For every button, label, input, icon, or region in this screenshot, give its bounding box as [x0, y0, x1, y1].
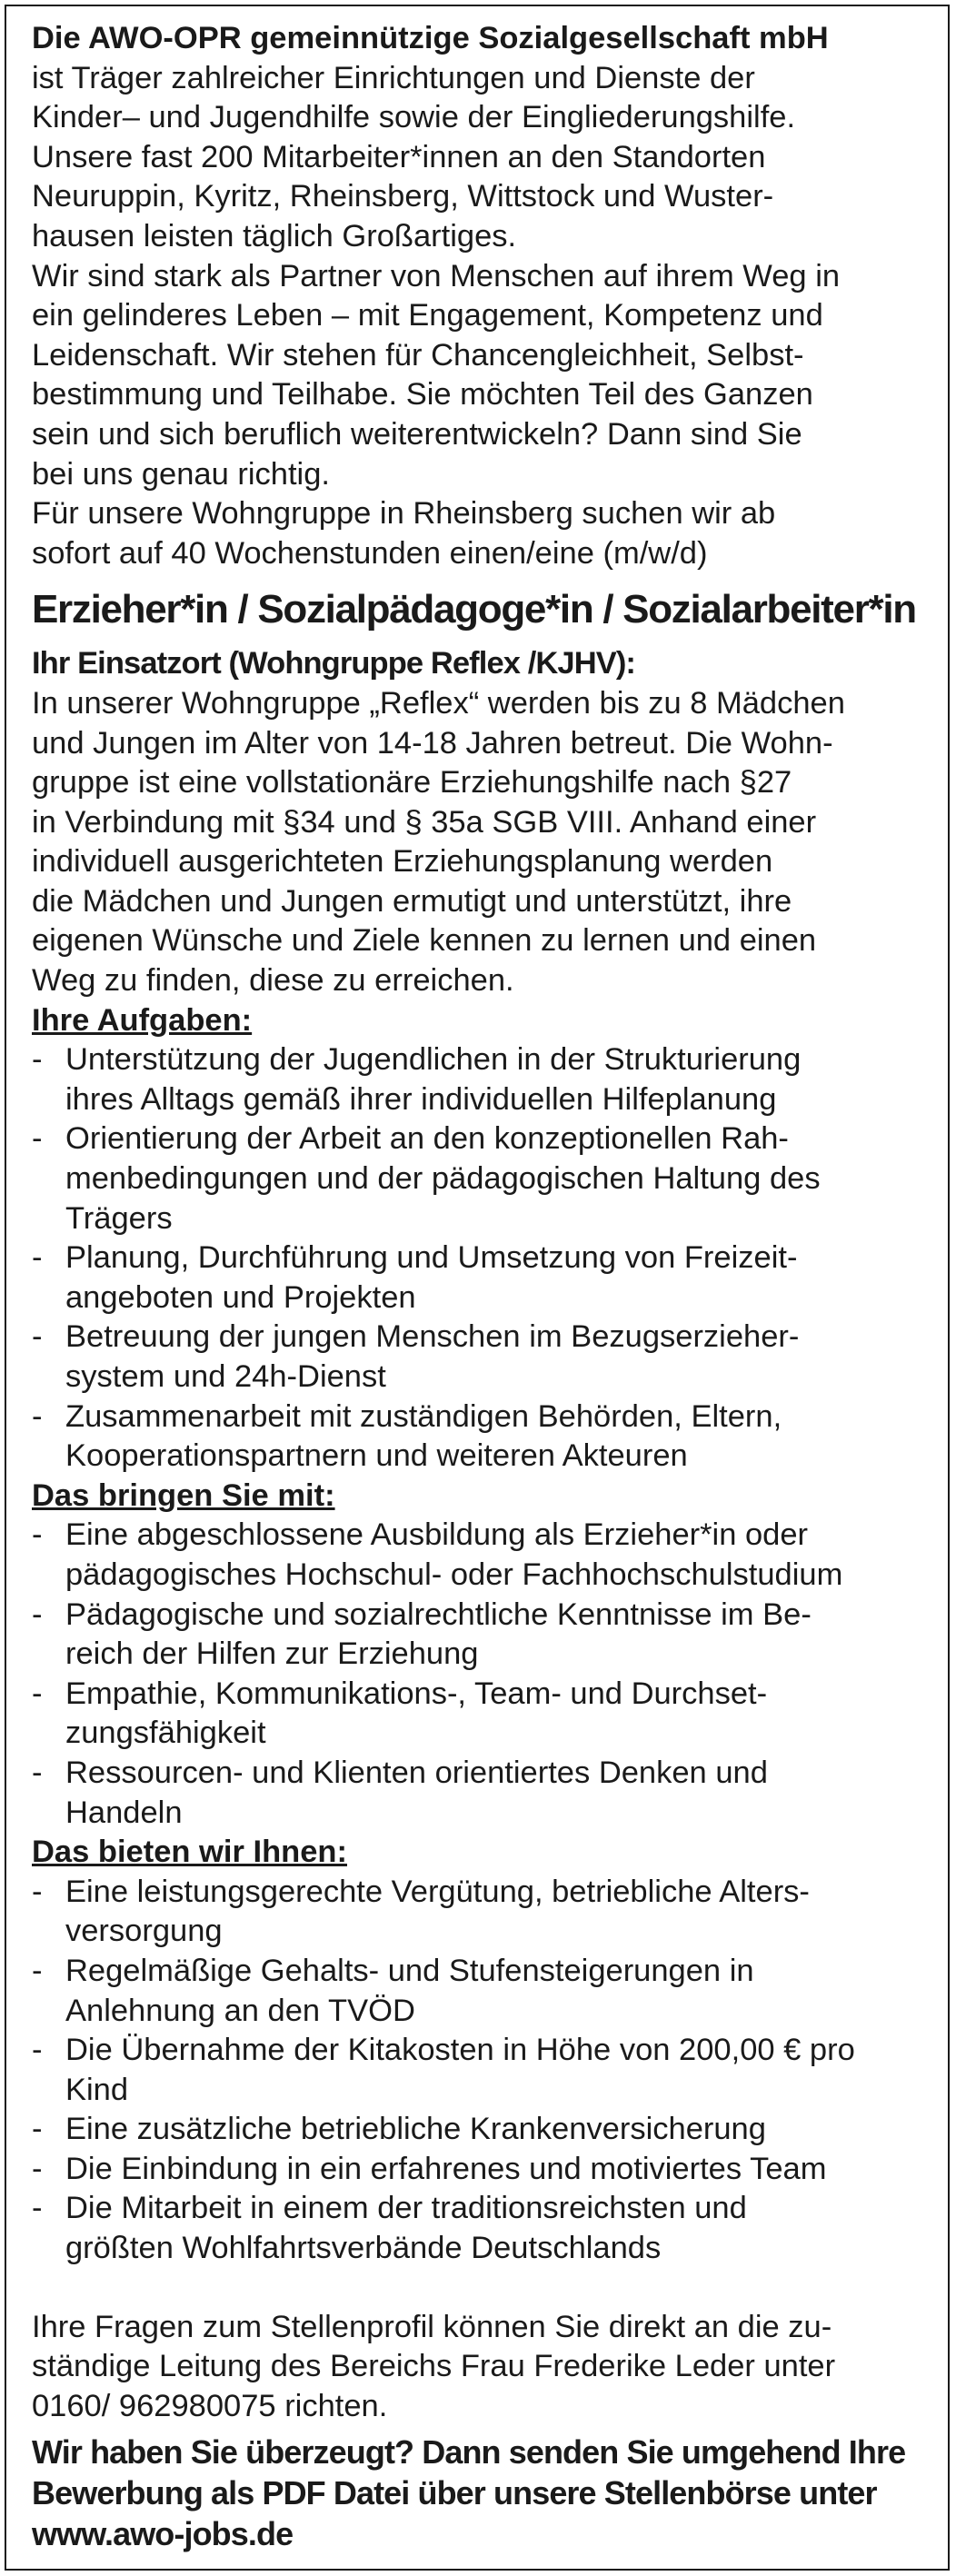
list-item [32, 1238, 931, 1318]
list-item-line: Pädagogische und sozialrechtliche Kenntnisse im Be- [65, 1596, 812, 1632]
einsatzort-line: In unserer Wohngruppe „Reflex“ werden bis zu 8 Mädchen [32, 685, 845, 721]
intro-line: Unsere fast 200 Mitarbeiter*innen an den Standorten [32, 139, 766, 174]
list-item [32, 1754, 931, 1833]
aufgaben-heading: Ihre Aufgaben: [32, 1002, 253, 1038]
list-item [32, 1516, 931, 1595]
list-item-line: Eine abgeschlossene Ausbildung als Erzieher*in oder [65, 1517, 809, 1553]
list-item [32, 1318, 931, 1397]
bullet-dash: - [32, 1121, 43, 1157]
list-item [32, 1397, 931, 1477]
list-item-line: größten Wohlfahrtsverbände Deutschlands [65, 2231, 662, 2266]
list-item-line: pädagogisches Hochschul- oder Fachhochschulstudium [65, 1557, 843, 1592]
list-item-line: zungsfähigkeit [65, 1716, 266, 1751]
list-item-line: Ressourcen- und Klienten orientiertes Denken und [65, 1755, 768, 1790]
website-link[interactable]: www.awo-jobs.de [32, 2515, 294, 2553]
spacer [32, 2269, 931, 2308]
einsatzort-line: die Mädchen und Jungen ermutigt und unterstützt, ihre [32, 883, 792, 919]
aufgaben-list [32, 1040, 931, 1477]
job-title: Erzieher*in / Sozialpädagoge*in / Sozialarbeiter*in [32, 587, 916, 632]
list-item-line: Handeln [65, 1795, 183, 1830]
einsatzort-line: in Verbindung mit §34 und § 35a SGB VIII. Anhand einer [32, 804, 817, 840]
bieten-heading: Das bieten wir Ihnen: [32, 1835, 347, 1870]
intro-line: Kinder– und Jugendhilfe sowie der Eingliederungshilfe. [32, 100, 796, 135]
bullet-dash: - [32, 1755, 43, 1790]
bullet-dash: - [32, 1517, 43, 1553]
mitbringen-heading: Das bringen Sie mit: [32, 1477, 335, 1513]
einsatzort-line: gruppe ist eine vollstationäre Erziehungshilfe nach §27 [32, 765, 792, 801]
list-item-line: Die Übernahme der Kitakosten in Höhe von 200,00 € pro [65, 2033, 855, 2068]
list-item-line: Kooperationspartnern und weiteren Akteuren [65, 1438, 688, 1474]
mitbringen-list [32, 1516, 931, 1833]
list-item-line: Planung, Durchführung und Umsetzung von Freizeit- [65, 1240, 798, 1276]
list-item [32, 1675, 931, 1754]
list-item-line: Eine leistungsgerechte Vergütung, betriebliche Alters- [65, 1874, 810, 1909]
list-item-line: versorgung [65, 1914, 223, 1949]
intro-line: hausen leisten täglich Großartiges. [32, 218, 517, 254]
intro-line: sofort auf 40 Wochenstunden einen/eine (m/w/d) [32, 535, 708, 571]
closing-line: Wir haben Sie überzeugt? Dann senden Sie umgehend Ihre [32, 2433, 906, 2472]
list-item-line: Anlehnung an den TVÖD [65, 1993, 415, 2028]
company-name: Die AWO-OPR gemeinnützige Sozialgesellschaft mbH [32, 21, 829, 55]
bieten-list [32, 1873, 931, 2269]
list-item-line: Zusammenarbeit mit zuständigen Behörden, Eltern, [65, 1398, 782, 1434]
bullet-dash: - [32, 1240, 43, 1276]
intro-line: bei uns genau richtig. [32, 456, 330, 492]
job-ad-frame [5, 5, 950, 2571]
list-item-line: Orientierung der Arbeit an den konzeptionellen Rah- [65, 1121, 789, 1157]
bullet-dash: - [32, 2112, 43, 2147]
bullet-dash: - [32, 2191, 43, 2226]
bullet-dash: - [32, 1398, 43, 1434]
bullet-dash: - [32, 2151, 43, 2186]
bullet-dash: - [32, 1953, 43, 1988]
intro-line: bestimmung und Teilhabe. Sie möchten Teil des Ganzen [32, 377, 813, 413]
list-item [32, 1596, 931, 1675]
list-item [32, 2150, 931, 2190]
einsatzort-line: Weg zu finden, diese zu erreichen. [32, 963, 514, 999]
list-item-line: system und 24h-Dienst [65, 1359, 386, 1394]
contact-line: Ihre Fragen zum Stellenprofil können Sie direkt an die zu- [32, 2309, 832, 2344]
bullet-dash: - [32, 1319, 43, 1355]
intro-line: Wir sind stark als Partner von Menschen auf ihrem Weg in [32, 258, 841, 293]
list-item-line: Trägers [65, 1200, 173, 1236]
list-item-line: Kind [65, 2072, 129, 2107]
bullet-dash: - [32, 1676, 43, 1711]
closing-text [32, 2432, 931, 2554]
list-item-line: Die Einbindung in ein erfahrenes und motiviertes Team [65, 2151, 827, 2186]
list-item-line: angeboten und Projekten [65, 1279, 416, 1315]
list-item [32, 1119, 931, 1238]
intro-line: ein gelinderes Leben – mit Engagement, Kompetenz und [32, 298, 823, 333]
closing-line: Bewerbung als PDF Datei über unsere Stellenbörse unter [32, 2474, 877, 2512]
list-item [32, 1040, 931, 1119]
contact-text [32, 2308, 931, 2427]
contact-line: ständige Leitung des Bereichs Frau Frederike Leder unter [32, 2349, 836, 2384]
intro-line: sein und sich beruflich weiterentwickeln? Dann sind Sie [32, 416, 802, 452]
list-item-line: ihres Alltags gemäß ihrer individuellen Hilfeplanung [65, 1081, 777, 1117]
list-item-line: Eine zusätzliche betriebliche Krankenversicherung [65, 2112, 766, 2147]
bullet-dash: - [32, 2033, 43, 2068]
einsatzort-heading: Ihr Einsatzort (Wohngruppe Reflex /KJHV): [32, 646, 635, 681]
intro-line: ist Träger zahlreicher Einrichtungen und Dienste der [32, 60, 755, 95]
list-item-line: Betreuung der jungen Menschen im Bezugserzieher- [65, 1319, 800, 1355]
bullet-dash: - [32, 1042, 43, 1078]
list-item-line: reich der Hilfen zur Erziehung [65, 1636, 479, 1672]
list-item-line: Regelmäßige Gehalts- und Stufensteigerungen in [65, 1953, 754, 1988]
intro-text [32, 59, 931, 574]
list-item-line: Die Mitarbeit in einem der traditionsreichsten und [65, 2191, 747, 2226]
intro-line: Neuruppin, Kyritz, Rheinsberg, Wittstock und Wuster- [32, 179, 774, 214]
bullet-dash: - [32, 1874, 43, 1909]
bullet-dash: - [32, 1596, 43, 1632]
einsatzort-text [32, 684, 931, 1001]
job-ad-content [32, 19, 931, 2554]
intro-line: Für unsere Wohngruppe in Rheinsberg suchen wir ab [32, 496, 776, 532]
list-item-line: Empathie, Kommunikations-, Team- und Durchset- [65, 1676, 768, 1711]
einsatzort-line: individuell ausgerichteten Erziehungsplanung werden [32, 844, 773, 880]
list-item [32, 2189, 931, 2268]
contact-line: 0160/ 962980075 richten. [32, 2388, 388, 2423]
list-item [32, 2031, 931, 2110]
einsatzort-line: eigenen Wünsche und Ziele kennen zu lernen und einen [32, 923, 817, 959]
list-item [32, 1952, 931, 2031]
list-item-line: menbedingungen und der pädagogischen Haltung des [65, 1161, 821, 1197]
list-item-line: Unterstützung der Jugendlichen in der Strukturierung [65, 1042, 802, 1078]
list-item [32, 1873, 931, 1952]
list-item [32, 2110, 931, 2150]
einsatzort-line: und Jungen im Alter von 14-18 Jahren betreut. Die Wohn- [32, 725, 833, 761]
intro-line: Leidenschaft. Wir stehen für Chancengleichheit, Selbst- [32, 337, 804, 373]
